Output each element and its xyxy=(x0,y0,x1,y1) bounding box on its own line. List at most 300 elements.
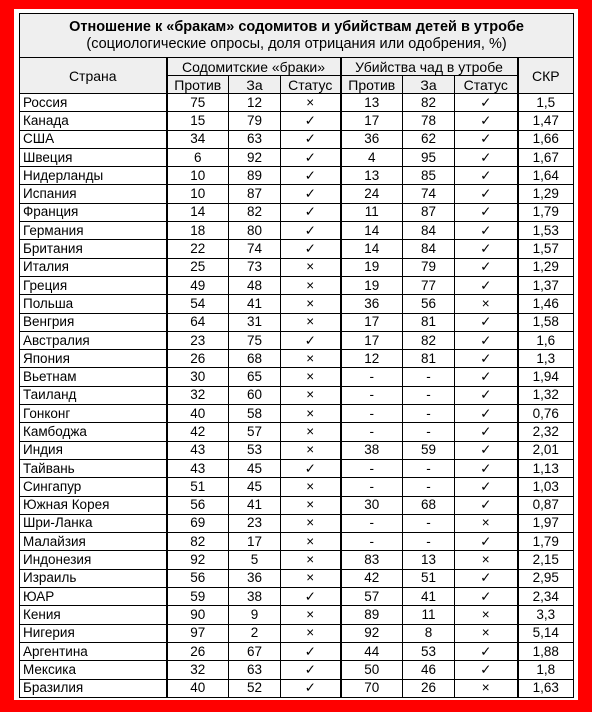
tfr-cell: 1,03 xyxy=(518,478,574,496)
marriage-status-cell: × xyxy=(281,496,341,514)
abortion-against-cell: 83 xyxy=(341,551,403,569)
header-against-1: Против xyxy=(167,76,229,94)
table-row xyxy=(20,496,574,514)
tfr-cell: 1,8 xyxy=(518,661,574,679)
abortion-status-cell: ✓ xyxy=(455,203,518,221)
abortion-for-cell: 41 xyxy=(403,588,455,606)
abortion-against-cell: 14 xyxy=(341,240,403,258)
abortion-for-cell: 84 xyxy=(403,222,455,240)
abortion-status-cell: ✓ xyxy=(455,496,518,514)
abortion-for-cell: 82 xyxy=(403,331,455,349)
abortion-against-cell: - xyxy=(341,423,403,441)
abortion-against-cell: 24 xyxy=(341,185,403,203)
marriage-against-cell: 15 xyxy=(167,112,229,130)
abortion-for-cell: - xyxy=(403,514,455,532)
abortion-for-cell: 95 xyxy=(403,148,455,166)
country-cell: Кения xyxy=(20,606,167,624)
marriage-for-cell: 92 xyxy=(229,148,281,166)
abortion-against-cell: - xyxy=(341,405,403,423)
table-row xyxy=(20,569,574,587)
abortion-for-cell: 81 xyxy=(403,313,455,331)
marriage-for-cell: 60 xyxy=(229,386,281,404)
country-cell: Мексика xyxy=(20,661,167,679)
marriage-for-cell: 63 xyxy=(229,130,281,148)
abortion-for-cell: 87 xyxy=(403,203,455,221)
marriage-against-cell: 30 xyxy=(167,368,229,386)
marriage-against-cell: 40 xyxy=(167,405,229,423)
marriage-status-cell: × xyxy=(281,258,341,276)
tfr-cell: 2,34 xyxy=(518,588,574,606)
header-status-1: Статус xyxy=(281,76,341,94)
abortion-status-cell: ✓ xyxy=(455,423,518,441)
tfr-cell: 1,58 xyxy=(518,313,574,331)
marriage-against-cell: 59 xyxy=(167,588,229,606)
table-row xyxy=(20,624,574,642)
marriage-for-cell: 73 xyxy=(229,258,281,276)
abortion-for-cell: 13 xyxy=(403,551,455,569)
abortion-for-cell: 11 xyxy=(403,606,455,624)
abortion-against-cell: 89 xyxy=(341,606,403,624)
marriage-for-cell: 63 xyxy=(229,661,281,679)
table-row xyxy=(20,478,574,496)
marriage-against-cell: 64 xyxy=(167,313,229,331)
marriage-for-cell: 45 xyxy=(229,459,281,477)
marriage-against-cell: 25 xyxy=(167,258,229,276)
table-row xyxy=(20,350,574,368)
marriage-status-cell: ✓ xyxy=(281,642,341,660)
marriage-status-cell: × xyxy=(281,606,341,624)
abortion-for-cell: - xyxy=(403,478,455,496)
marriage-for-cell: 38 xyxy=(229,588,281,606)
abortion-against-cell: 38 xyxy=(341,441,403,459)
abortion-for-cell: 8 xyxy=(403,624,455,642)
abortion-for-cell: 53 xyxy=(403,642,455,660)
abortion-for-cell: - xyxy=(403,368,455,386)
marriage-status-cell: × xyxy=(281,368,341,386)
table-row xyxy=(20,423,574,441)
abortion-status-cell: ✓ xyxy=(455,222,518,240)
header-status-2: Статус xyxy=(455,76,518,94)
tfr-cell: 5,14 xyxy=(518,624,574,642)
abortion-for-cell: 78 xyxy=(403,112,455,130)
tfr-cell: 1,46 xyxy=(518,295,574,313)
abortion-for-cell: - xyxy=(403,423,455,441)
table-subtitle: (социологические опросы, доля отрицания или одобрения, %) xyxy=(86,36,507,52)
tfr-cell: 2,01 xyxy=(518,441,574,459)
abortion-status-cell: ✓ xyxy=(455,313,518,331)
abortion-against-cell: 11 xyxy=(341,203,403,221)
tfr-cell: 1,37 xyxy=(518,276,574,294)
marriage-for-cell: 9 xyxy=(229,606,281,624)
abortion-status-cell: ✓ xyxy=(455,258,518,276)
abortion-for-cell: 51 xyxy=(403,569,455,587)
table-row xyxy=(20,533,574,551)
country-cell: Италия xyxy=(20,258,167,276)
marriage-against-cell: 75 xyxy=(167,94,229,112)
abortion-against-cell: 19 xyxy=(341,258,403,276)
marriage-against-cell: 10 xyxy=(167,167,229,185)
table-row xyxy=(20,258,574,276)
abortion-status-cell: × xyxy=(455,514,518,532)
country-cell: Канада xyxy=(20,112,167,130)
table-row xyxy=(20,386,574,404)
abortion-for-cell: 46 xyxy=(403,661,455,679)
abortion-status-cell: ✓ xyxy=(455,185,518,203)
marriage-status-cell: ✓ xyxy=(281,222,341,240)
country-cell: Франция xyxy=(20,203,167,221)
table-row xyxy=(20,130,574,148)
marriage-status-cell: × xyxy=(281,276,341,294)
abortion-against-cell: 30 xyxy=(341,496,403,514)
abortion-status-cell: ✓ xyxy=(455,405,518,423)
abortion-against-cell: 4 xyxy=(341,148,403,166)
marriage-against-cell: 90 xyxy=(167,606,229,624)
marriage-for-cell: 31 xyxy=(229,313,281,331)
marriage-against-cell: 18 xyxy=(167,222,229,240)
abortion-status-cell: ✓ xyxy=(455,276,518,294)
abortion-against-cell: 17 xyxy=(341,313,403,331)
abortion-against-cell: 36 xyxy=(341,130,403,148)
abortion-for-cell: 82 xyxy=(403,94,455,112)
marriage-against-cell: 43 xyxy=(167,441,229,459)
marriage-for-cell: 87 xyxy=(229,185,281,203)
marriage-for-cell: 23 xyxy=(229,514,281,532)
marriage-against-cell: 26 xyxy=(167,350,229,368)
table-row xyxy=(20,661,574,679)
table-row xyxy=(20,405,574,423)
tfr-cell: 1,47 xyxy=(518,112,574,130)
abortion-against-cell: - xyxy=(341,533,403,551)
tfr-cell: 1,29 xyxy=(518,258,574,276)
country-cell: Камбоджа xyxy=(20,423,167,441)
marriage-for-cell: 2 xyxy=(229,624,281,642)
marriage-for-cell: 65 xyxy=(229,368,281,386)
table-row xyxy=(20,276,574,294)
abortion-for-cell: 74 xyxy=(403,185,455,203)
abortion-for-cell: 79 xyxy=(403,258,455,276)
tfr-cell: 1,94 xyxy=(518,368,574,386)
tfr-cell: 0,76 xyxy=(518,405,574,423)
marriage-against-cell: 92 xyxy=(167,551,229,569)
marriage-for-cell: 45 xyxy=(229,478,281,496)
country-cell: Израиль xyxy=(20,569,167,587)
tfr-cell: 1,32 xyxy=(518,386,574,404)
table-row xyxy=(20,514,574,532)
country-cell: Вьетнам xyxy=(20,368,167,386)
abortion-against-cell: 19 xyxy=(341,276,403,294)
marriage-status-cell: ✓ xyxy=(281,459,341,477)
marriage-status-cell: × xyxy=(281,441,341,459)
marriage-status-cell: × xyxy=(281,624,341,642)
abortion-for-cell: - xyxy=(403,533,455,551)
abortion-status-cell: ✓ xyxy=(455,331,518,349)
marriage-against-cell: 51 xyxy=(167,478,229,496)
table-row xyxy=(20,240,574,258)
abortion-against-cell: 17 xyxy=(341,112,403,130)
country-cell: Аргентина xyxy=(20,642,167,660)
tfr-cell: 2,15 xyxy=(518,551,574,569)
table-row xyxy=(20,551,574,569)
marriage-status-cell: ✓ xyxy=(281,588,341,606)
table-row xyxy=(20,588,574,606)
country-cell: Сингапур xyxy=(20,478,167,496)
table-row xyxy=(20,459,574,477)
table-row xyxy=(20,94,574,112)
marriage-for-cell: 12 xyxy=(229,94,281,112)
table-row xyxy=(20,331,574,349)
abortion-against-cell: - xyxy=(341,368,403,386)
country-cell: Таиланд xyxy=(20,386,167,404)
marriage-status-cell: ✓ xyxy=(281,130,341,148)
country-cell: Испания xyxy=(20,185,167,203)
tfr-cell: 1,79 xyxy=(518,533,574,551)
marriage-against-cell: 54 xyxy=(167,295,229,313)
marriage-status-cell: ✓ xyxy=(281,679,341,698)
marriage-status-cell: × xyxy=(281,313,341,331)
marriage-against-cell: 32 xyxy=(167,386,229,404)
tfr-cell: 1,63 xyxy=(518,679,574,698)
marriage-status-cell: ✓ xyxy=(281,203,341,221)
marriage-for-cell: 41 xyxy=(229,295,281,313)
data-table xyxy=(19,13,574,698)
tfr-cell: 2,95 xyxy=(518,569,574,587)
marriage-for-cell: 74 xyxy=(229,240,281,258)
abortion-status-cell: ✓ xyxy=(455,588,518,606)
marriage-for-cell: 75 xyxy=(229,331,281,349)
marriage-against-cell: 6 xyxy=(167,148,229,166)
abortion-against-cell: 42 xyxy=(341,569,403,587)
abortion-against-cell: - xyxy=(341,459,403,477)
marriage-status-cell: ✓ xyxy=(281,331,341,349)
country-cell: Швеция xyxy=(20,148,167,166)
abortion-for-cell: 81 xyxy=(403,350,455,368)
tfr-cell: 1,29 xyxy=(518,185,574,203)
abortion-against-cell: 57 xyxy=(341,588,403,606)
marriage-for-cell: 17 xyxy=(229,533,281,551)
abortion-for-cell: 84 xyxy=(403,240,455,258)
table-row xyxy=(20,441,574,459)
table-row xyxy=(20,368,574,386)
abortion-against-cell: 92 xyxy=(341,624,403,642)
tfr-cell: 3,3 xyxy=(518,606,574,624)
abortion-for-cell: 77 xyxy=(403,276,455,294)
country-cell: ЮАР xyxy=(20,588,167,606)
abortion-for-cell: - xyxy=(403,405,455,423)
tfr-cell: 1,13 xyxy=(518,459,574,477)
tfr-cell: 1,5 xyxy=(518,94,574,112)
country-cell: Германия xyxy=(20,222,167,240)
abortion-status-cell: ✓ xyxy=(455,148,518,166)
abortion-status-cell: ✓ xyxy=(455,112,518,130)
abortion-status-cell: ✓ xyxy=(455,94,518,112)
header-against-2: Против xyxy=(341,76,403,94)
tfr-cell: 1,88 xyxy=(518,642,574,660)
table-row xyxy=(20,313,574,331)
abortion-against-cell: 36 xyxy=(341,295,403,313)
table-frame xyxy=(14,9,578,700)
country-cell: Индия xyxy=(20,441,167,459)
abortion-status-cell: ✓ xyxy=(455,642,518,660)
tfr-cell: 1,97 xyxy=(518,514,574,532)
marriage-against-cell: 42 xyxy=(167,423,229,441)
country-cell: Венгрия xyxy=(20,313,167,331)
table-body xyxy=(20,94,574,698)
country-cell: Гонконг xyxy=(20,405,167,423)
abortion-status-cell: × xyxy=(455,624,518,642)
marriage-for-cell: 82 xyxy=(229,203,281,221)
table-row xyxy=(20,185,574,203)
tfr-cell: 2,32 xyxy=(518,423,574,441)
marriage-against-cell: 56 xyxy=(167,569,229,587)
abortion-for-cell: 68 xyxy=(403,496,455,514)
marriage-status-cell: × xyxy=(281,478,341,496)
abortion-status-cell: ✓ xyxy=(455,533,518,551)
marriage-status-cell: × xyxy=(281,405,341,423)
marriage-against-cell: 43 xyxy=(167,459,229,477)
abortion-against-cell: 17 xyxy=(341,331,403,349)
abortion-for-cell: 26 xyxy=(403,679,455,698)
marriage-status-cell: × xyxy=(281,386,341,404)
table-row xyxy=(20,295,574,313)
abortion-against-cell: - xyxy=(341,478,403,496)
abortion-against-cell: 14 xyxy=(341,222,403,240)
table-row xyxy=(20,222,574,240)
marriage-against-cell: 14 xyxy=(167,203,229,221)
abortion-status-cell: ✓ xyxy=(455,368,518,386)
marriage-against-cell: 56 xyxy=(167,496,229,514)
abortion-against-cell: 12 xyxy=(341,350,403,368)
abortion-against-cell: 50 xyxy=(341,661,403,679)
tfr-cell: 1,66 xyxy=(518,130,574,148)
tfr-cell: 1,3 xyxy=(518,350,574,368)
table-row xyxy=(20,112,574,130)
marriage-status-cell: ✓ xyxy=(281,148,341,166)
tfr-cell: 1,79 xyxy=(518,203,574,221)
marriage-status-cell: ✓ xyxy=(281,240,341,258)
marriage-status-cell: ✓ xyxy=(281,167,341,185)
marriage-for-cell: 48 xyxy=(229,276,281,294)
tfr-cell: 1,6 xyxy=(518,331,574,349)
marriage-for-cell: 57 xyxy=(229,423,281,441)
table-row xyxy=(20,148,574,166)
marriage-against-cell: 97 xyxy=(167,624,229,642)
marriage-against-cell: 32 xyxy=(167,661,229,679)
marriage-status-cell: ✓ xyxy=(281,112,341,130)
table-title: Отношение к «бракам» содомитов и убийствам детей в утробе xyxy=(69,19,524,35)
marriage-status-cell: × xyxy=(281,551,341,569)
country-cell: Южная Корея xyxy=(20,496,167,514)
abortion-status-cell: ✓ xyxy=(455,478,518,496)
marriage-status-cell: × xyxy=(281,295,341,313)
country-cell: Польша xyxy=(20,295,167,313)
abortion-for-cell: - xyxy=(403,386,455,404)
marriage-status-cell: × xyxy=(281,350,341,368)
marriage-for-cell: 68 xyxy=(229,350,281,368)
abortion-against-cell: 13 xyxy=(341,167,403,185)
abortion-status-cell: ✓ xyxy=(455,441,518,459)
abortion-for-cell: 59 xyxy=(403,441,455,459)
table-title-cell xyxy=(20,14,574,58)
marriage-status-cell: × xyxy=(281,94,341,112)
abortion-status-cell: ✓ xyxy=(455,167,518,185)
tfr-cell: 1,53 xyxy=(518,222,574,240)
country-cell: Россия xyxy=(20,94,167,112)
marriage-against-cell: 40 xyxy=(167,679,229,698)
marriage-for-cell: 58 xyxy=(229,405,281,423)
marriage-for-cell: 80 xyxy=(229,222,281,240)
abortion-against-cell: 44 xyxy=(341,642,403,660)
marriage-status-cell: × xyxy=(281,514,341,532)
country-cell: Австралия xyxy=(20,331,167,349)
marriage-against-cell: 34 xyxy=(167,130,229,148)
marriage-for-cell: 52 xyxy=(229,679,281,698)
marriage-status-cell: × xyxy=(281,423,341,441)
abortion-status-cell: ✓ xyxy=(455,240,518,258)
marriage-status-cell: ✓ xyxy=(281,661,341,679)
abortion-status-cell: × xyxy=(455,551,518,569)
country-cell: Шри-Ланка xyxy=(20,514,167,532)
abortion-status-cell: ✓ xyxy=(455,661,518,679)
abortion-status-cell: ✓ xyxy=(455,459,518,477)
header-for-2: За xyxy=(403,76,455,94)
marriage-for-cell: 53 xyxy=(229,441,281,459)
abortion-status-cell: ✓ xyxy=(455,386,518,404)
abortion-for-cell: - xyxy=(403,459,455,477)
marriage-against-cell: 22 xyxy=(167,240,229,258)
marriage-status-cell: × xyxy=(281,533,341,551)
header-country: Страна xyxy=(20,58,167,94)
abortion-against-cell: 13 xyxy=(341,94,403,112)
table-row xyxy=(20,679,574,698)
tfr-cell: 1,67 xyxy=(518,148,574,166)
tfr-cell: 1,64 xyxy=(518,167,574,185)
tfr-cell: 0,87 xyxy=(518,496,574,514)
abortion-status-cell: ✓ xyxy=(455,130,518,148)
marriage-for-cell: 41 xyxy=(229,496,281,514)
country-cell: Нидерланды xyxy=(20,167,167,185)
country-cell: Индонезия xyxy=(20,551,167,569)
marriage-status-cell: ✓ xyxy=(281,185,341,203)
marriage-against-cell: 82 xyxy=(167,533,229,551)
marriage-against-cell: 69 xyxy=(167,514,229,532)
header-for-1: За xyxy=(229,76,281,94)
abortion-for-cell: 85 xyxy=(403,167,455,185)
country-cell: Британия xyxy=(20,240,167,258)
marriage-for-cell: 67 xyxy=(229,642,281,660)
country-cell: Греция xyxy=(20,276,167,294)
table-row xyxy=(20,167,574,185)
header-group-marriage: Содомитские «браки» xyxy=(167,58,341,76)
abortion-status-cell: ✓ xyxy=(455,350,518,368)
table-row xyxy=(20,642,574,660)
header-group-abortion: Убийства чад в утробе xyxy=(341,58,518,76)
header-tfr: СКР xyxy=(518,58,574,94)
abortion-against-cell: - xyxy=(341,386,403,404)
abortion-status-cell: ✓ xyxy=(455,569,518,587)
abortion-for-cell: 62 xyxy=(403,130,455,148)
country-cell: Малайзия xyxy=(20,533,167,551)
marriage-against-cell: 49 xyxy=(167,276,229,294)
abortion-status-cell: × xyxy=(455,606,518,624)
abortion-against-cell: 70 xyxy=(341,679,403,698)
table-row xyxy=(20,203,574,221)
marriage-status-cell: × xyxy=(281,569,341,587)
country-cell: Япония xyxy=(20,350,167,368)
country-cell: Тайвань xyxy=(20,459,167,477)
abortion-status-cell: × xyxy=(455,679,518,698)
marriage-for-cell: 79 xyxy=(229,112,281,130)
marriage-against-cell: 26 xyxy=(167,642,229,660)
